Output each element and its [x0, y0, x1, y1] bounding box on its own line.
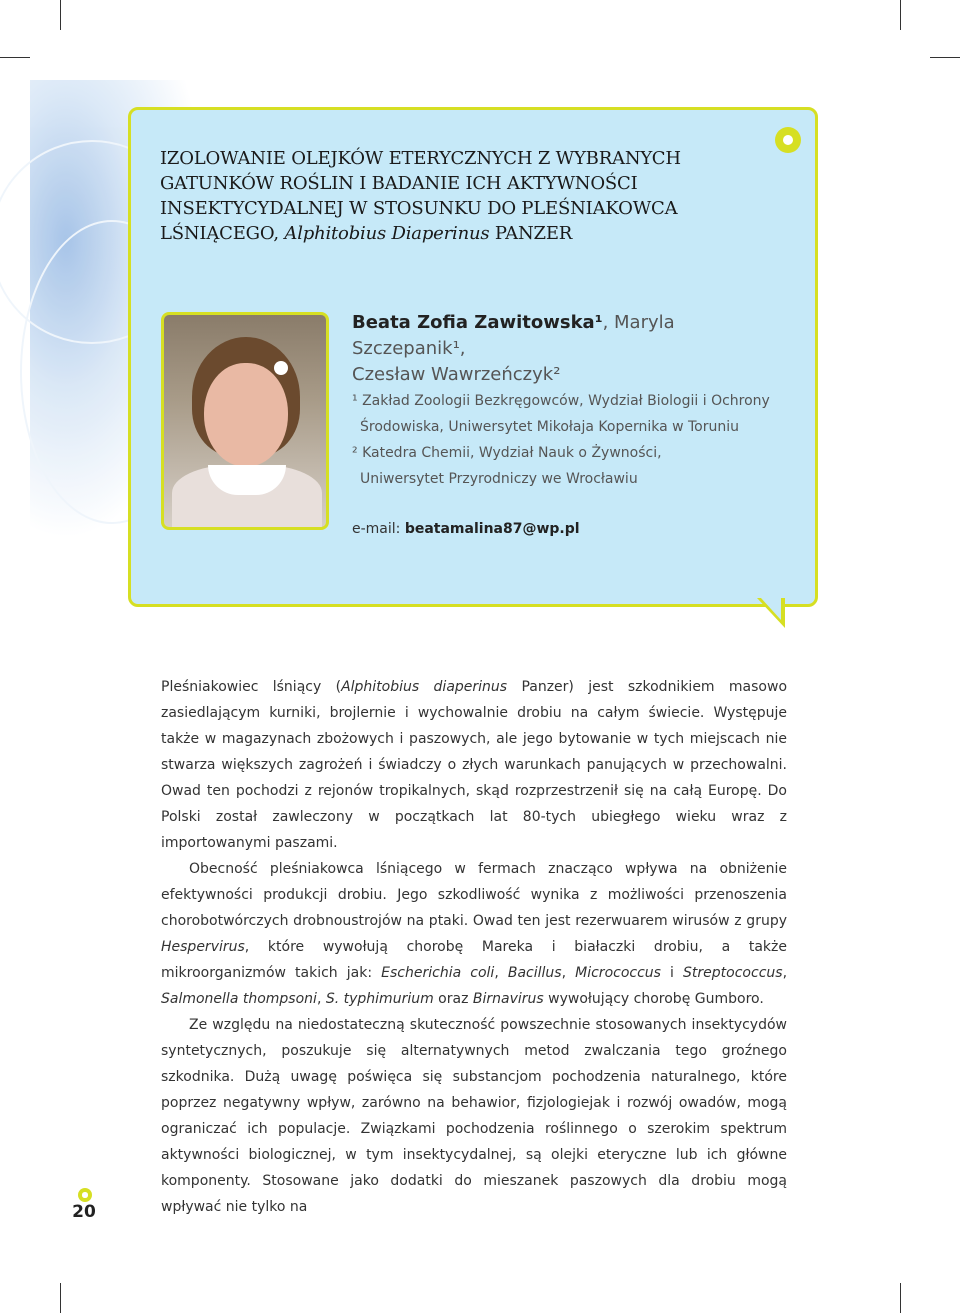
author-photo [161, 312, 329, 530]
crop-mark [0, 57, 30, 58]
title-line: PANZER [489, 223, 573, 244]
article-body [161, 674, 787, 1220]
card-tail-inner [761, 598, 781, 620]
author-primary: Beata Zofia Zawitowska¹ [352, 312, 603, 333]
paragraph: Pleśniakowiec lśniący (Alphitobius diaperinus Panzer) jest szkodnikiem masowo zasiedlającym kurniki, brojlernie i wychowalnie drobiu na całym świecie. Występuje także w magazynach zbożowych i paszowych, ale jego bytowanie w tych miejscach nie stwarza większych zagrożeń i świadczy o złych warunkach panujących w przechowalni. Owad ten pochodzi z rejonów tropikalnych, skąd rozprzestrzenił się na całą Europę. Do Polski został zawleczony w początkach lat 80-tych ubiegłego wieku wraz z importowanymi paszami. [161, 679, 788, 851]
title-line: IZOLOWANIE OLEJKÓW ETERYCZNYCH Z WYBRANYCH [160, 148, 681, 169]
page-number: 20 [72, 1202, 96, 1222]
crop-mark [900, 1283, 901, 1313]
crop-mark [60, 0, 61, 30]
email-link[interactable]: beatamalina87@wp.pl [404, 521, 580, 537]
title-line: LŚNIĄCEGO, [160, 223, 285, 244]
crop-mark [930, 57, 960, 58]
title-line: GATUNKÓW ROŚLIN I BADANIE ICH AKTYWNOŚCI [160, 173, 638, 194]
affiliation-line: ¹ Zakład Zoologii Bezkręgowców, Wydział Biologii i Ochrony [352, 393, 770, 409]
email-line [352, 521, 580, 537]
page-dot-icon [78, 1188, 92, 1202]
email-label: e-mail: [352, 521, 405, 537]
author-tertiary: Czesław Wawrzeńczyk² [352, 364, 561, 385]
article-title [160, 146, 720, 246]
crop-mark [900, 0, 901, 30]
affiliations [352, 388, 792, 492]
title-species: Alphitobius Diaperinus [284, 223, 490, 244]
title-line: INSEKTYCYDALNEJ W STOSUNKU DO PLEŚNIAKOWCA [160, 198, 678, 219]
affiliation-line: ² Katedra Chemii, Wydział Nauk o Żywności, [352, 445, 662, 461]
author-secondary: , Maryla Szczepanik¹, [352, 312, 675, 359]
paragraph: Ze względu na niedostateczną skuteczność powszechnie stosowanych insektycydów syntetycznych, poszukuje się alternatywnych metod zwalczania tego groźnego szkodnika. Dużą uwagę poświęca się substancjom pochodzenia naturalnego, które poprzez negatywny wpływ, zarówno na behawior, fizjologiejak i rozwój owadów, mogą ograniczać ich populacje. Związkami pochodzenia roślinnego o szerokim spektrum aktywności biologicznej, w tym insektycydalnej, są olejki eteryczne lub ich główne komponenty. Stosowane jako dodatki do mieszanek paszowych dla drobiu mogą wpływać nie tylko na [161, 1017, 787, 1215]
author-list [352, 310, 792, 388]
affiliation-line: Uniwersytet Przyrodniczy we Wrocławiu [360, 471, 638, 487]
accent-dot-icon [775, 127, 801, 153]
paragraph: Obecność pleśniakowca lśniącego w fermach znacząco wpływa na obniżenie efektywności produkcji drobiu. Jego szkodliwość wynika z możliwości przenoszenia chorobotwórczych drobnoustrojów na ptaki. Owad ten jest rezerwuarem wirusów z grupy Hespervirus, które wywołują chorobę Mareka i białaczki drobiu, a także mikroorganizmów takich jak: Escherichia coli, Bacillus, Micrococcus i Streptococcus, Salmonella thompsoni, S. typhimurium oraz Birnavirus wywołujący chorobę Gumboro. [161, 861, 788, 1007]
affiliation-line: Środowiska, Uniwersytet Mikołaja Kopernika w Toruniu [360, 419, 740, 435]
crop-mark [60, 1283, 61, 1313]
